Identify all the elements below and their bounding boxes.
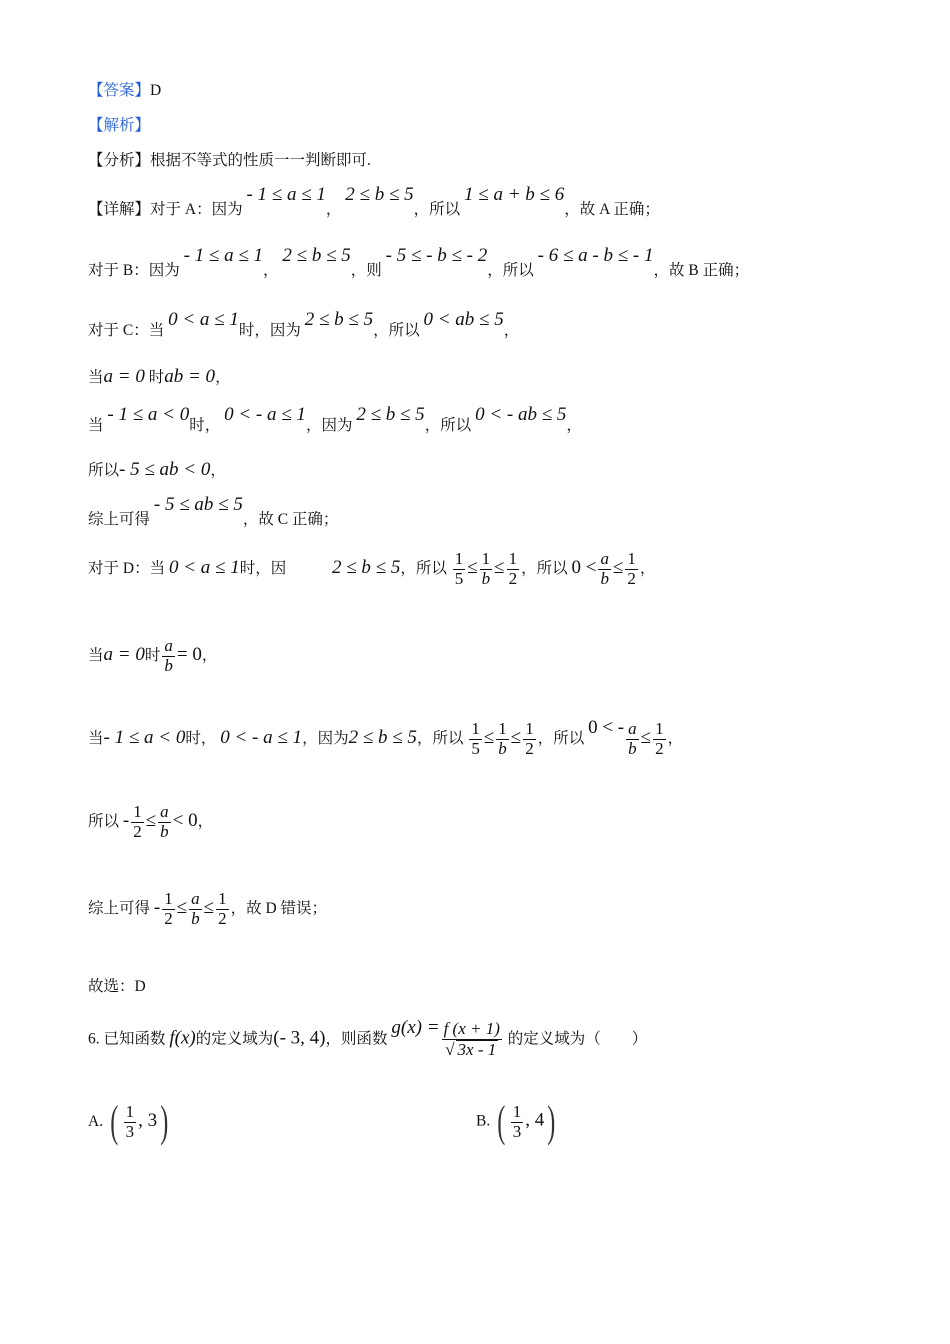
- detail-c5-line: [88, 494, 910, 531]
- summary-word: 综上可得: [88, 899, 151, 917]
- le-sign: ≤: [145, 809, 157, 831]
- comma: ，: [325, 201, 342, 218]
- detail-c3-line: [88, 404, 910, 437]
- denominator: b: [160, 821, 169, 841]
- when-word: 当: [88, 729, 104, 747]
- fraction: [523, 720, 536, 758]
- fraction: [469, 720, 482, 758]
- d-end: ，: [639, 559, 656, 577]
- c-end: ，: [503, 322, 520, 339]
- fraction: [598, 550, 611, 588]
- denominator: b: [481, 568, 491, 588]
- numerator: a: [164, 636, 173, 655]
- zero-lt: 0 < -: [588, 716, 625, 738]
- numerator: 1: [508, 549, 518, 568]
- options-line: [88, 1097, 910, 1146]
- answer-label: 【答案】: [88, 82, 151, 99]
- analysis-label: 【解析】: [88, 117, 151, 134]
- c3-because: ，因为: [305, 417, 353, 434]
- g-numerator: f (x + 1): [443, 1019, 500, 1038]
- c2-cond: a = 0: [103, 366, 145, 387]
- denominator: b: [628, 738, 637, 758]
- d-cond2: 2 ≤ b ≤ 5: [331, 556, 401, 578]
- d2-end: ，: [201, 646, 218, 664]
- detail-c4-line: [88, 459, 910, 482]
- d-intro: 对于 D：当: [88, 559, 166, 577]
- g-denominator: 3x - 1: [457, 1039, 497, 1059]
- le-sign: ≤: [640, 726, 652, 748]
- numerator: 1: [525, 719, 534, 738]
- c-result: 0 < ab ≤ 5: [423, 309, 504, 330]
- d3-cond1: - 1 ≤ a < 0: [103, 726, 186, 748]
- denominator: 2: [655, 738, 664, 758]
- detail-c-line: [88, 309, 910, 342]
- option-b-rest: , 4: [525, 1109, 545, 1131]
- fenxi-label: 【分析】: [88, 152, 151, 169]
- d3-because: ，因为: [302, 729, 349, 747]
- denominator: 2: [627, 568, 636, 588]
- option-b: [476, 1097, 559, 1146]
- so-word: 所以: [88, 462, 120, 479]
- eq-zero: = 0: [176, 643, 202, 665]
- detail-label: 【详解】: [88, 201, 151, 218]
- q6-then: ，则函数: [325, 1030, 388, 1048]
- numerator: 1: [481, 549, 491, 568]
- d3-cond2: 0 < - a ≤ 1: [220, 726, 303, 748]
- d-when: 时，因: [239, 559, 287, 577]
- le-sign: ≤: [612, 556, 624, 578]
- denominator: 3: [125, 1121, 135, 1141]
- d3-cond3: 2 ≤ b ≤ 5: [348, 726, 417, 748]
- c3-cond1: - 1 ≤ a < 0: [107, 404, 190, 425]
- answer-line: [88, 82, 910, 101]
- d-so2: ，所以: [521, 559, 568, 577]
- so-word: 所以: [88, 812, 120, 830]
- option-a-label: A.: [88, 1112, 104, 1130]
- denominator: 2: [218, 908, 227, 928]
- denominator: b: [191, 908, 200, 928]
- b-intro: 对于 B：因为: [88, 262, 180, 279]
- le-sign: ≤: [203, 896, 215, 918]
- option-a-rest: , 3: [138, 1109, 158, 1131]
- c3-cond3: 2 ≤ b ≤ 5: [356, 404, 425, 425]
- c3-so: ，所以: [424, 417, 472, 434]
- le-sign: ≤: [510, 726, 522, 748]
- denominator: b: [164, 655, 173, 675]
- d2-cond: a = 0: [103, 643, 145, 665]
- fraction: [496, 720, 509, 758]
- detail-b-line: [88, 245, 910, 282]
- summary-word: 综上可得: [88, 511, 151, 528]
- b-then: ，则: [350, 262, 382, 279]
- c5-end: ，故 C 正确；: [242, 511, 339, 528]
- fraction: [453, 550, 466, 588]
- fraction: [653, 720, 666, 758]
- option-a: [88, 1097, 172, 1146]
- detail-c2-line: [88, 366, 910, 389]
- left-paren: (: [110, 1097, 119, 1146]
- time-word: 时: [144, 646, 161, 664]
- time-word: 时: [148, 369, 165, 386]
- d3-so: ，所以: [416, 729, 464, 747]
- question-6: [88, 1017, 910, 1059]
- domain-text: 的定义域为: [195, 1030, 274, 1048]
- c4-end: ，: [210, 462, 226, 479]
- c3-end: ，: [566, 417, 582, 434]
- fraction: [162, 890, 175, 928]
- numerator: 1: [498, 719, 507, 738]
- d4-end: ，: [197, 812, 214, 830]
- detail-a-line: [88, 184, 910, 221]
- fraction: [158, 803, 171, 841]
- b-end: ，故 B 正确；: [653, 262, 750, 279]
- minus-sign: -: [122, 809, 130, 831]
- f-symbol: f: [169, 1027, 175, 1049]
- d-so: ，所以: [400, 559, 447, 577]
- detail-d4-line: [88, 803, 910, 841]
- numerator: a: [628, 719, 637, 738]
- fraction: [480, 550, 493, 588]
- numerator: 1: [512, 1101, 522, 1121]
- c-cond1: 0 < a ≤ 1: [168, 309, 239, 330]
- numerator: 1: [218, 889, 227, 908]
- g-fraction: [442, 1020, 502, 1059]
- answer-value: D: [150, 82, 162, 99]
- numerator: 1: [627, 549, 636, 568]
- fraction: [189, 890, 202, 928]
- numerator: 1: [133, 802, 142, 821]
- fraction: [625, 550, 638, 588]
- b-cond1: - 1 ≤ a ≤ 1: [183, 245, 264, 266]
- minus-sign: -: [153, 896, 161, 918]
- q6-intro: 6. 已知函数: [88, 1030, 166, 1048]
- b-cond3: - 5 ≤ - b ≤ - 2: [385, 245, 488, 266]
- b-so: ，所以: [487, 262, 534, 279]
- time-word: 时，: [189, 417, 221, 434]
- a-so: ，所以: [413, 201, 461, 218]
- detail-d5-line: [88, 890, 910, 928]
- numerator: 1: [471, 719, 480, 738]
- denominator: 2: [164, 908, 173, 928]
- numerator: a: [600, 549, 609, 568]
- detail-d-line: [88, 550, 910, 588]
- choose-text: 故选：D: [88, 978, 146, 995]
- fraction: [131, 803, 144, 841]
- fraction: [507, 550, 520, 588]
- c3-cond2: 0 < - a ≤ 1: [224, 404, 306, 425]
- when-word: 当: [88, 646, 104, 664]
- numerator: a: [160, 802, 169, 821]
- when-word: 当: [88, 369, 104, 386]
- numerator: 1: [125, 1101, 135, 1121]
- g-function: g(x) =: [391, 1017, 440, 1039]
- fraction: [511, 1103, 524, 1141]
- a-end: ，故 A 正确；: [564, 201, 660, 218]
- c-so: ，所以: [373, 322, 420, 339]
- denominator: 3: [512, 1121, 522, 1141]
- numerator: 1: [454, 549, 464, 568]
- left-paren: (: [497, 1097, 506, 1146]
- numerator: 1: [164, 889, 173, 908]
- fraction: [162, 637, 175, 675]
- numerator: 1: [655, 719, 664, 738]
- b-cond2: 2 ≤ b ≤ 5: [282, 245, 351, 266]
- a-intro: 对于 A：因为: [150, 201, 243, 218]
- c4-result: - 5 ≤ ab < 0: [119, 459, 211, 480]
- d5-end: ，故 D 错误；: [230, 899, 328, 917]
- d3-end: ，: [667, 729, 684, 747]
- numerator: a: [191, 889, 200, 908]
- detail-d2-line: [88, 637, 910, 675]
- le-sign: ≤: [467, 556, 478, 578]
- a-cond1: - 1 ≤ a ≤ 1: [246, 184, 326, 205]
- denominator: 5: [454, 568, 464, 588]
- c5-result: - 5 ≤ ab ≤ 5: [153, 494, 243, 515]
- fenxi-line: [88, 152, 910, 171]
- comma: ，: [263, 262, 279, 279]
- d-cond1: 0 < a ≤ 1: [168, 556, 240, 578]
- fenxi-text: 根据不等式的性质一一判断即可.: [150, 152, 371, 169]
- c2-result: ab = 0: [164, 366, 216, 387]
- domain-interval: (- 3, 4): [273, 1027, 326, 1049]
- fraction: [124, 1103, 137, 1141]
- sqrt-icon: √: [445, 1039, 455, 1059]
- right-paren: ): [160, 1097, 169, 1146]
- lt-zero: < 0: [172, 809, 198, 831]
- denominator: 2: [525, 738, 534, 758]
- choose-line: [88, 978, 910, 997]
- c-cond2: 2 ≤ b ≤ 5: [304, 309, 374, 330]
- right-paren: ): [547, 1097, 556, 1146]
- denominator: b: [498, 738, 507, 758]
- denominator: 2: [133, 821, 142, 841]
- x-arg: (x): [174, 1027, 196, 1049]
- le-sign: ≤: [494, 556, 505, 578]
- c-intro: 对于 C：当: [88, 322, 165, 339]
- le-sign: ≤: [176, 896, 188, 918]
- d3-so2: ，所以: [537, 729, 585, 747]
- le-sign: ≤: [483, 726, 495, 748]
- q6-tail: 的定义域为（ ）: [507, 1030, 648, 1048]
- detail-d3-line: [88, 716, 910, 758]
- option-b-label: B.: [476, 1112, 491, 1130]
- a-result: 1 ≤ a + b ≤ 6: [464, 184, 565, 205]
- zero-lt: 0 <: [571, 556, 597, 578]
- c2-end: ，: [215, 369, 231, 386]
- analysis-header: [88, 117, 910, 136]
- fraction: [216, 890, 229, 928]
- c3-result: 0 < - ab ≤ 5: [475, 404, 567, 425]
- when-word: 当: [88, 417, 104, 434]
- c-when: 时，因为: [238, 322, 301, 339]
- denominator: 5: [471, 738, 480, 758]
- denominator: 2: [508, 568, 518, 588]
- b-result: - 6 ≤ a - b ≤ - 1: [537, 245, 654, 266]
- a-cond2: 2 ≤ b ≤ 5: [345, 184, 414, 205]
- fraction: [626, 720, 639, 758]
- denominator: b: [600, 568, 609, 588]
- time-word: 时，: [185, 729, 217, 747]
